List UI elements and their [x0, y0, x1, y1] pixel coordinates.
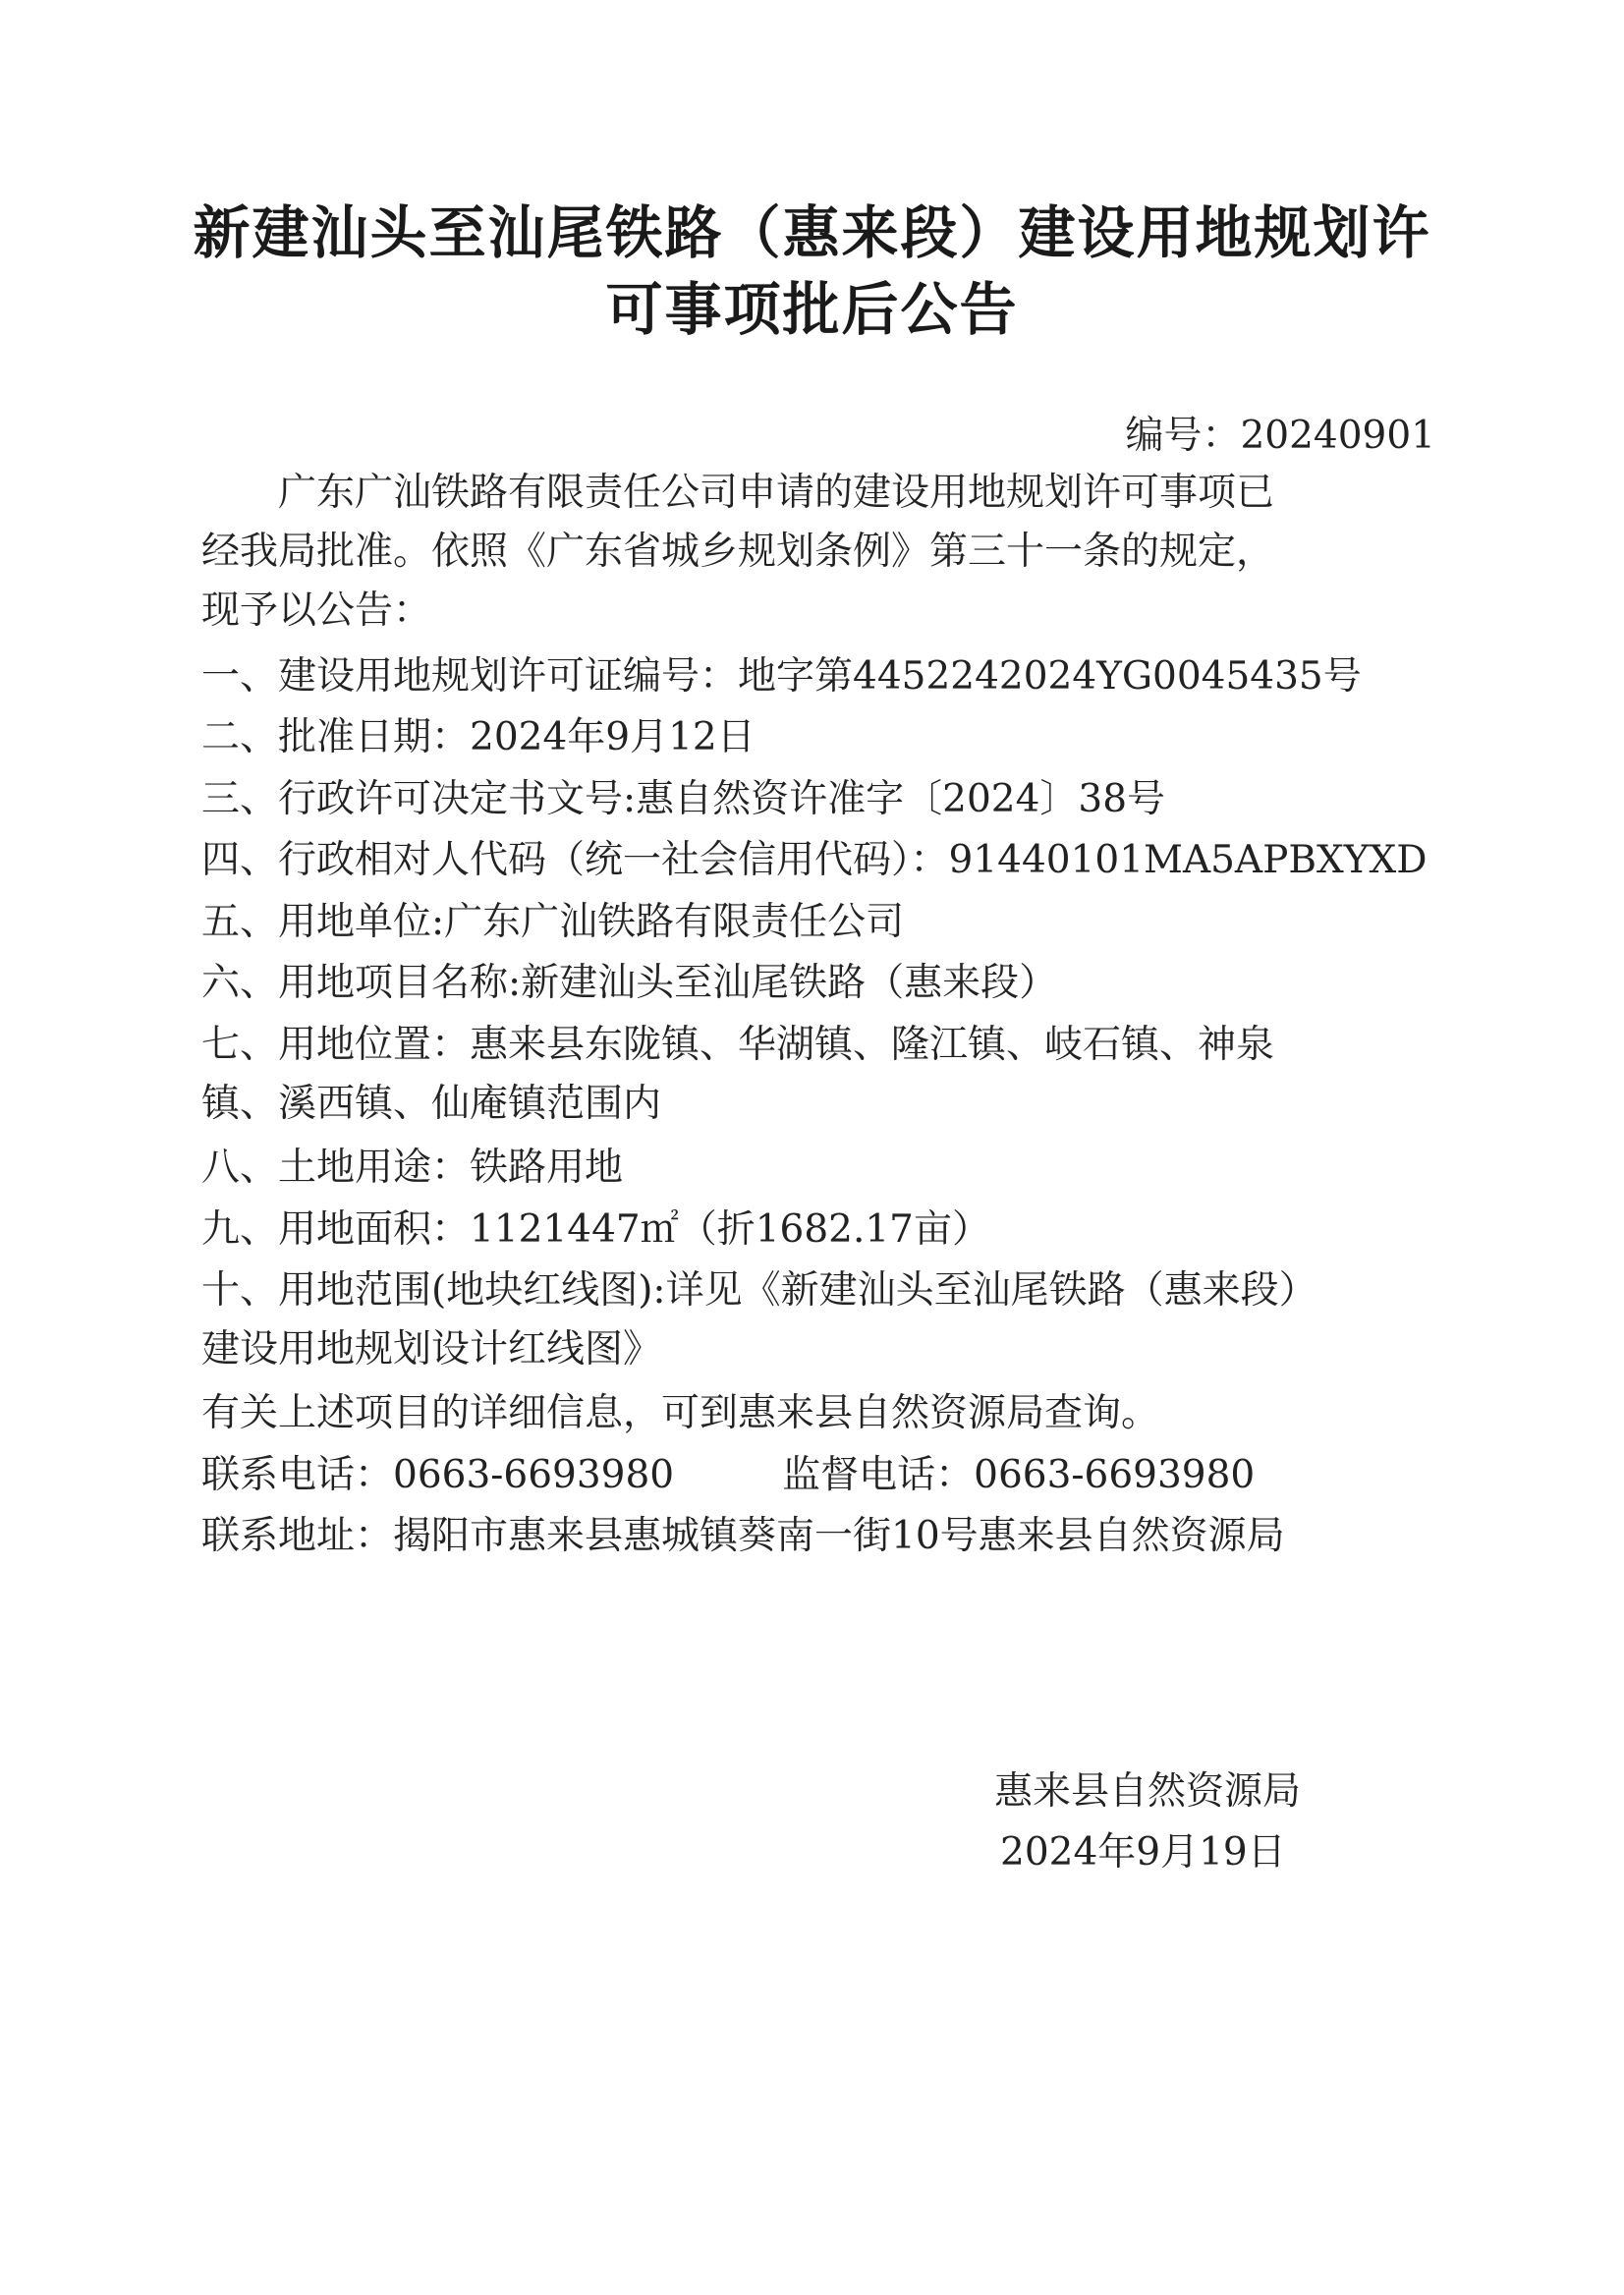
item-8: 八、土地用途：铁路用地	[201, 1146, 624, 1190]
item-9: 九、用地面积：1121447㎡（折1682.17亩）	[201, 1207, 990, 1252]
intro-line-1: 广东广汕铁路有限责任公司申请的建设用地规划许可事项已	[201, 471, 1275, 515]
phone-line	[201, 1452, 1255, 1499]
contact-phone: 联系电话：0663-6693980	[201, 1453, 675, 1497]
contact-address: 联系地址：揭阳市惠来县惠城镇葵南一街10号惠来县自然资源局	[201, 1514, 1285, 1558]
item-4: 四、行政相对人代码（统一社会信用代码）：91440101MA5APBXYXD	[201, 838, 1428, 882]
intro-line-3: 现予以公告：	[201, 588, 432, 633]
item-1: 一、建设用地规划许可证编号：地字第4452242024YG0045435号	[201, 654, 1362, 699]
supervise-phone: 监督电话：0663-6693980	[782, 1453, 1256, 1497]
signature-org: 惠来县自然资源局	[994, 1769, 1302, 1814]
item-3: 三、行政许可决定书文号:惠自然资许准字〔2024〕38号	[201, 777, 1166, 821]
item-10: 十、用地范围(地块红线图):详见《新建汕头至汕尾铁路（惠来段）	[201, 1268, 1317, 1313]
item-2: 二、批准日期：2024年9月12日	[201, 715, 756, 759]
item-7: 七、用地位置：惠来县东陇镇、华湖镇、隆江镇、岐石镇、神泉	[201, 1023, 1275, 1067]
inquiry-line: 有关上述项目的详细信息，可到惠来县自然资源局查询。	[201, 1391, 1160, 1435]
document-title	[167, 195, 1457, 348]
item-6: 六、用地项目名称:新建汕头至汕尾铁路（惠来段）	[201, 961, 1058, 1005]
signature-date: 2024年9月19日	[1000, 1830, 1286, 1875]
title-line-2: 可事项批后公告	[605, 276, 1019, 343]
document-number: 编号：20240901	[1125, 414, 1435, 458]
item-10-cont: 建设用地规划设计红线图》	[201, 1327, 662, 1371]
intro-line-2: 经我局批准。依照《广东省城乡规划条例》第三十一条的规定，	[201, 530, 1275, 574]
item-7-cont: 镇、溪西镇、仙庵镇范围内	[201, 1082, 662, 1126]
item-5: 五、用地单位:广东广汕铁路有限责任公司	[201, 900, 905, 944]
title-line-1: 新建汕头至汕尾铁路（惠来段）建设用地规划许	[193, 199, 1431, 266]
